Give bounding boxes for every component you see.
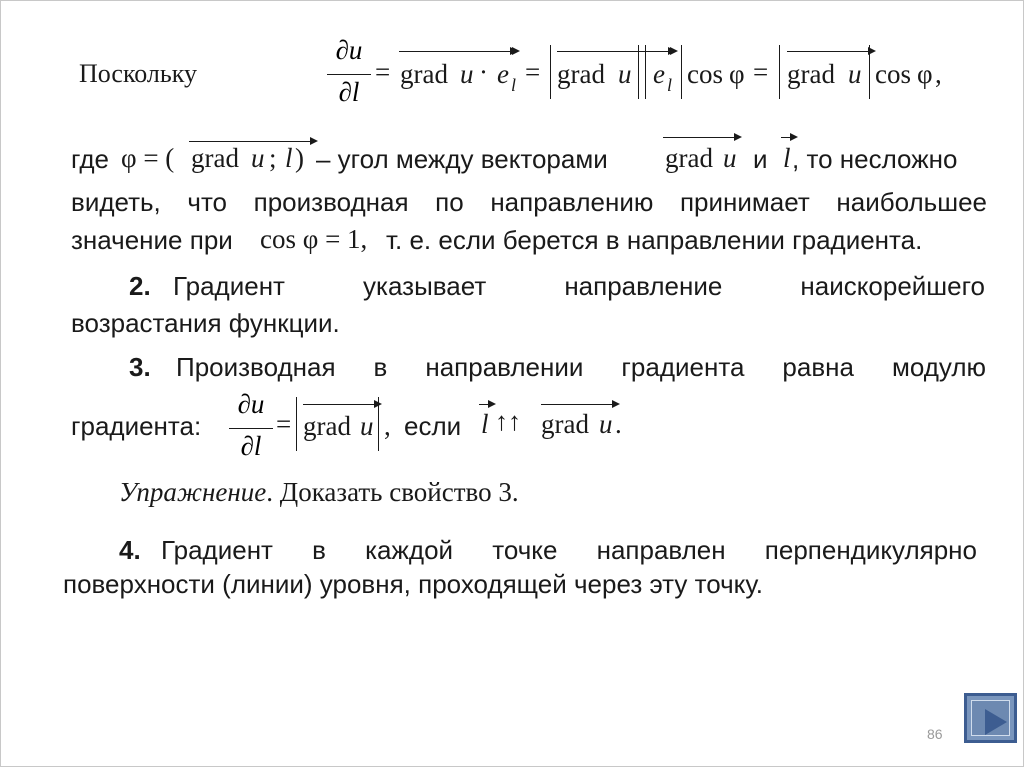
grad-text: grad [303, 411, 351, 441]
equals-sign: = [753, 57, 769, 87]
semicolon: ; [269, 143, 277, 173]
var-l: l [783, 143, 791, 173]
grad-text: grad [541, 409, 589, 439]
cos-phi-equals-1: cos φ = 1, [260, 224, 368, 254]
grad-text: grad [787, 59, 835, 89]
fraction-numerator: ∂u [237, 389, 265, 419]
equals-sign: = [276, 409, 292, 439]
page-number: 86 [927, 726, 943, 742]
dot-operator: · [479, 57, 488, 87]
fraction-du-dl [327, 35, 371, 111]
var-u: u [460, 59, 474, 89]
var-u: u [848, 59, 862, 89]
abs-bar [296, 397, 297, 451]
var-u: u [360, 411, 374, 441]
exercise-label: Упражнение [119, 477, 267, 507]
paren-close: ) [295, 143, 304, 173]
abs-bar [869, 45, 870, 99]
var-u: u [251, 143, 265, 173]
exercise-line [119, 477, 519, 508]
para1-line3-start: значение при [71, 225, 233, 255]
var-e: e [497, 59, 509, 89]
var-u: u [618, 59, 632, 89]
grad-text: grad [400, 59, 448, 89]
para1-line3-end: т. е. если берется в направлении градиента. [386, 225, 923, 255]
item4-number: 4. [119, 535, 141, 565]
exercise-text: . Доказать свойство 3. [266, 477, 519, 507]
var-l: l [481, 409, 489, 439]
subscript-l: l [511, 75, 517, 95]
abs-bar [681, 45, 682, 99]
vector-arrow [303, 404, 379, 405]
comma: , [384, 411, 391, 441]
item2-line2: возрастания функции. [71, 308, 340, 338]
grad-text: grad [191, 143, 239, 173]
word-esli: если [404, 411, 462, 441]
vector-arrow [541, 404, 617, 405]
vector-arrow [497, 51, 515, 52]
abs-bar [550, 45, 551, 99]
var-phi: φ [917, 59, 933, 89]
item3-line2: градиента: [71, 411, 202, 441]
vector-arrow [653, 51, 673, 52]
comma: , [935, 59, 942, 89]
var-u: u [599, 409, 613, 439]
text-angle-between: – угол между векторами [316, 144, 608, 174]
subscript-l: l [667, 75, 673, 95]
var-u: u [723, 143, 737, 173]
para1-line2: видеть, что производная по направлению принимает наибольшее [71, 187, 987, 217]
equals-sign: = [375, 57, 391, 87]
abs-bar [645, 45, 646, 99]
abs-bar [779, 45, 780, 99]
vector-arrow [787, 51, 873, 52]
grad-text: grad [665, 143, 713, 173]
var-l: l [285, 143, 293, 173]
grad-text: grad [557, 59, 605, 89]
fraction-numerator: ∂u [335, 35, 363, 65]
fraction-denominator: ∂l [240, 431, 262, 461]
next-slide-button[interactable] [964, 693, 1017, 743]
cos-text: cos [875, 59, 911, 89]
equals-sign: = [525, 57, 541, 87]
var-phi: φ [729, 59, 745, 89]
item4-line1: Градиент в каждой точке направлен перпендикулярно [161, 535, 977, 565]
item2-line1: Градиент указывает направление наискорейшего [173, 271, 985, 301]
vector-arrow [189, 141, 315, 142]
play-next-icon [985, 709, 1007, 735]
var-e: e [653, 59, 665, 89]
text-not-hard: , то несложно [792, 144, 958, 174]
phi-definition-open: φ = ( [121, 143, 175, 173]
vector-arrow [781, 137, 795, 138]
word-gde: где [71, 144, 109, 174]
vector-arrow [663, 137, 739, 138]
period: . [615, 409, 622, 439]
codirectional-arrows: ↑↑ [495, 407, 521, 436]
item3-line1: Производная в направлении градиента равна модулю [176, 352, 986, 382]
cos-text: cos [687, 59, 723, 89]
fraction-denominator: ∂l [338, 77, 360, 107]
item4-line2: поверхности (линии) уровня, проходящей через эту точку. [63, 569, 763, 599]
intro-word: Поскольку [79, 59, 198, 88]
next-slide-button-face [971, 700, 1010, 736]
abs-bar [638, 45, 639, 99]
abs-bar [378, 397, 379, 451]
item2-number: 2. [129, 271, 151, 301]
word-i: и [753, 144, 768, 174]
vector-arrow [479, 404, 493, 405]
fraction-du-dl [229, 389, 273, 465]
item3-number: 3. [129, 352, 151, 382]
